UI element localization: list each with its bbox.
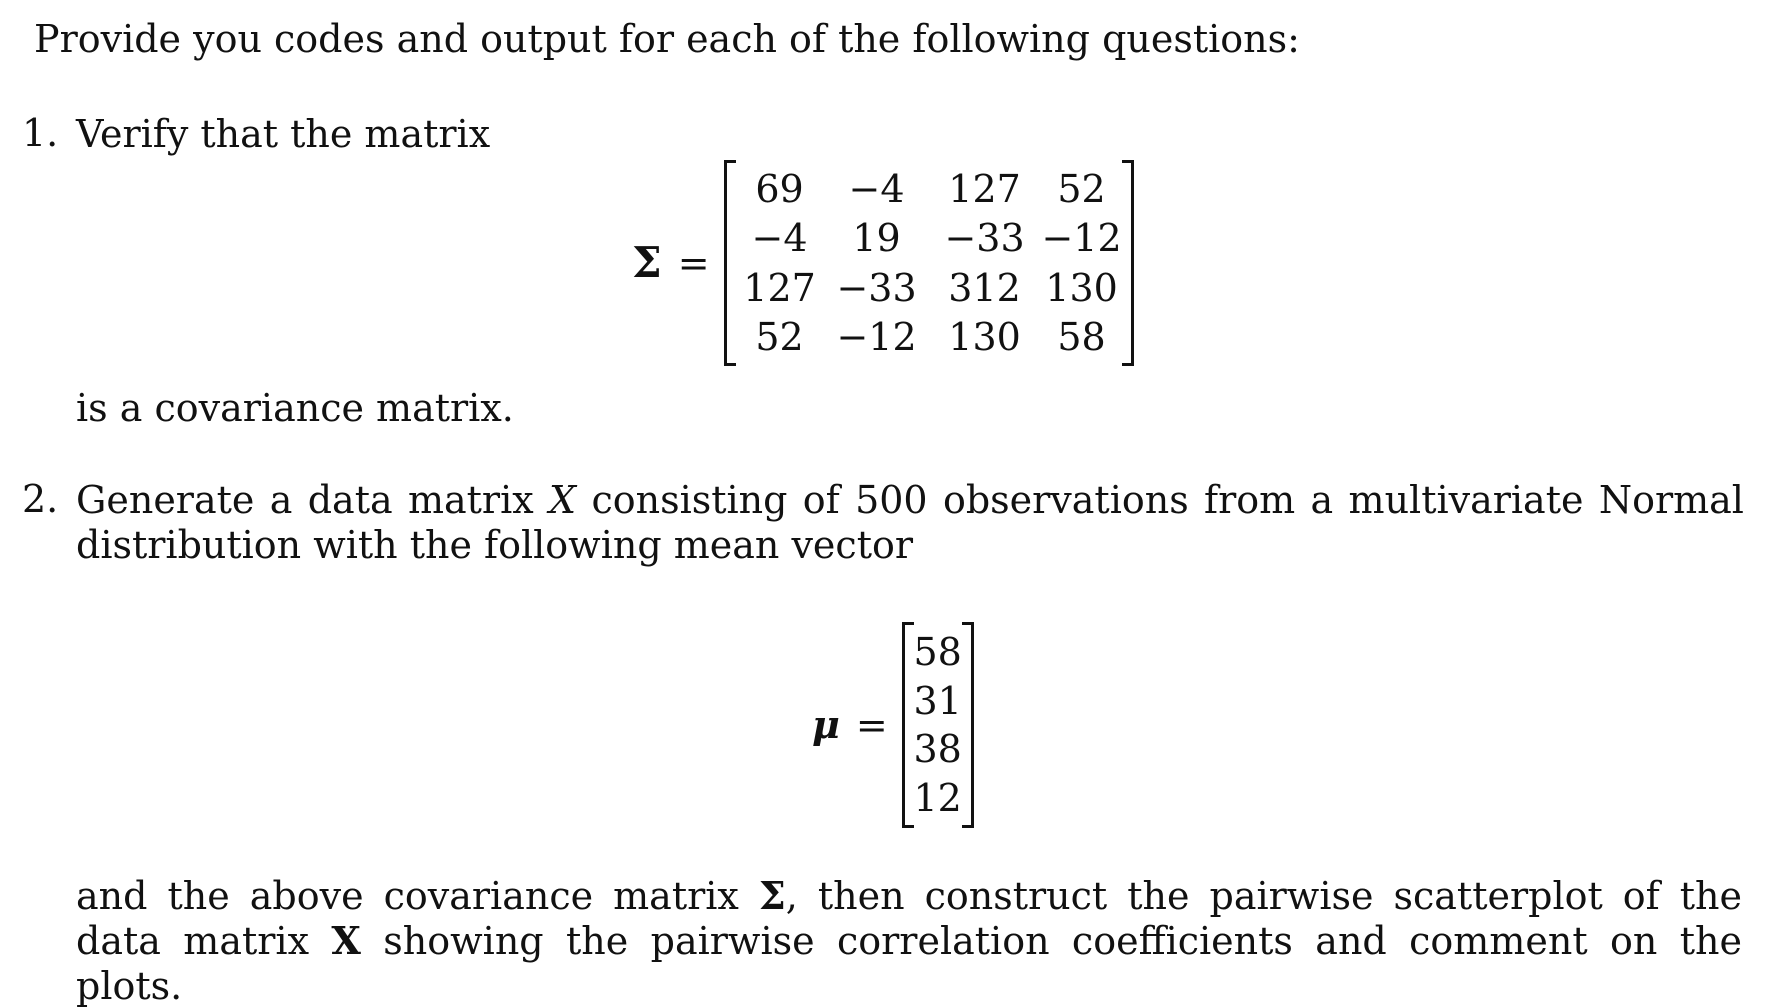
question-1-lead: Verify that the matrix	[76, 112, 491, 156]
matrix-bracket-cap	[1122, 363, 1134, 366]
mean-vector-label	[812, 702, 888, 747]
matrix-cell: 58	[1057, 315, 1106, 360]
equals-sign: =	[677, 241, 710, 285]
matrix-cell: −12	[836, 315, 917, 360]
matrix-cell: 130	[948, 315, 1021, 360]
matrix-cell: 19	[852, 216, 901, 261]
question-2-text	[76, 478, 1744, 568]
covariance-label	[632, 238, 710, 287]
mu-symbol: μ	[812, 702, 840, 747]
question-2-followup	[76, 874, 1742, 1008]
matrix-cell: −4	[751, 216, 808, 261]
mean-vector	[902, 622, 974, 828]
sigma-symbol-inline: Σ	[758, 873, 786, 918]
mean-vector-equation	[812, 622, 974, 828]
matrix-cell: −33	[944, 216, 1025, 261]
question-2-number: 2.	[22, 477, 59, 521]
question-1-number: 1.	[22, 111, 59, 155]
matrix-cell: −4	[848, 166, 905, 211]
vector-bracket-cap	[962, 622, 974, 625]
covariance-equation	[632, 160, 1134, 366]
matrix-cell: 127	[743, 265, 816, 310]
sigma-symbol: Σ	[632, 238, 662, 287]
matrix-cell: −12	[1041, 216, 1122, 261]
matrix-cell: 52	[755, 315, 804, 360]
equals-sign: =	[855, 703, 888, 747]
vector-cell: 38	[913, 727, 962, 772]
matrix-cell: 130	[1045, 265, 1118, 310]
question-1-conclusion: is a covariance matrix.	[76, 386, 514, 430]
question-2-text-before-x: Generate a data matrix	[76, 478, 534, 522]
matrix-cell: 127	[948, 166, 1021, 211]
matrix-cell: 52	[1057, 166, 1106, 211]
covariance-matrix-grid	[737, 164, 1121, 362]
vector-cell: 58	[913, 630, 962, 675]
followup-text-before-sigma: and the above covariance matrix	[76, 874, 739, 918]
vector-bracket-cap	[962, 825, 974, 828]
bold-data-matrix-symbol: X	[331, 917, 361, 963]
matrix-cell: −33	[836, 265, 917, 310]
mean-vector-grid	[911, 628, 965, 822]
vector-cell: 31	[913, 678, 962, 723]
data-matrix-symbol: X	[549, 478, 577, 522]
followup-text-middle: , then construct the pairwise scatterplot of the data matrix	[76, 874, 1742, 963]
instructions: Provide you codes and output for each of the following questions:	[34, 17, 1300, 61]
matrix-cell: 69	[755, 166, 804, 211]
matrix-cell: 312	[948, 265, 1021, 310]
followup-text-end: showing the pairwise correlation coefficients and comment on the plots.	[76, 918, 1742, 1008]
matrix-bracket-cap	[1122, 160, 1134, 163]
covariance-matrix	[724, 160, 1134, 366]
vector-cell: 12	[913, 775, 962, 820]
question-2-text-after-x: consisting of 500 observations from a multivariate Normal distribution with the following mean vector	[76, 478, 1744, 567]
